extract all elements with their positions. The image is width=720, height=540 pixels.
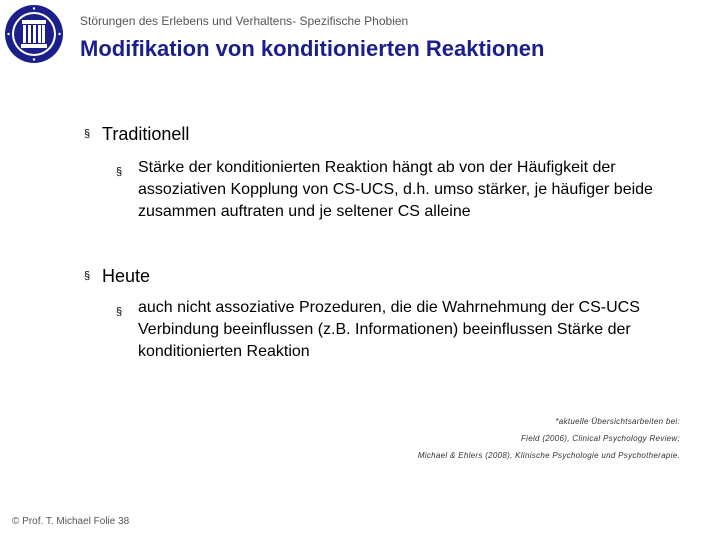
bullet-heading: Heute (102, 266, 151, 286)
sub-bullet-text: auch nicht assoziative Prozeduren, die die Wahrnehmung der CS-UCS Verbindung beeinflussen (z.B. Informationen) beeinflussen Stärke der konditionierten Reaktion (138, 299, 640, 360)
sub-bullet-text: Stärke der konditionierten Reaktion hängt ab von der Häufigkeit der assoziativen Kopplung von CS-UCS, d.h. umso stärker, je häufiger beide zusammen auftraten und je seltener CS alleine (138, 159, 653, 220)
bullet-marker: § (84, 128, 91, 140)
sub-bullet-heute (116, 297, 686, 363)
reference-line: Field (2006), Clinical Psychology Review; (520, 434, 680, 443)
reference-line: Michael & Ehlers (2008), Klinische Psychologie und Psychotherapie. (417, 451, 680, 460)
bullet-marker: § (116, 306, 123, 318)
references (320, 413, 680, 464)
bullet-marker: § (84, 270, 91, 282)
reference-line: *aktuelle Übersichtsarbeiten bei: (555, 417, 680, 426)
slide-title: Modifikation von konditionierten Reaktionen (80, 36, 545, 61)
bullet-heading: Traditionell (102, 124, 190, 144)
sub-bullet-traditionell (116, 157, 686, 223)
slide-subtitle: Störungen des Erlebens und Verhaltens- Spezifische Phobien (80, 14, 409, 28)
slide-footer: © Prof. T. Michael Folie 38 (12, 516, 130, 527)
bullet-marker: § (116, 166, 123, 178)
university-seal-icon (4, 4, 64, 64)
